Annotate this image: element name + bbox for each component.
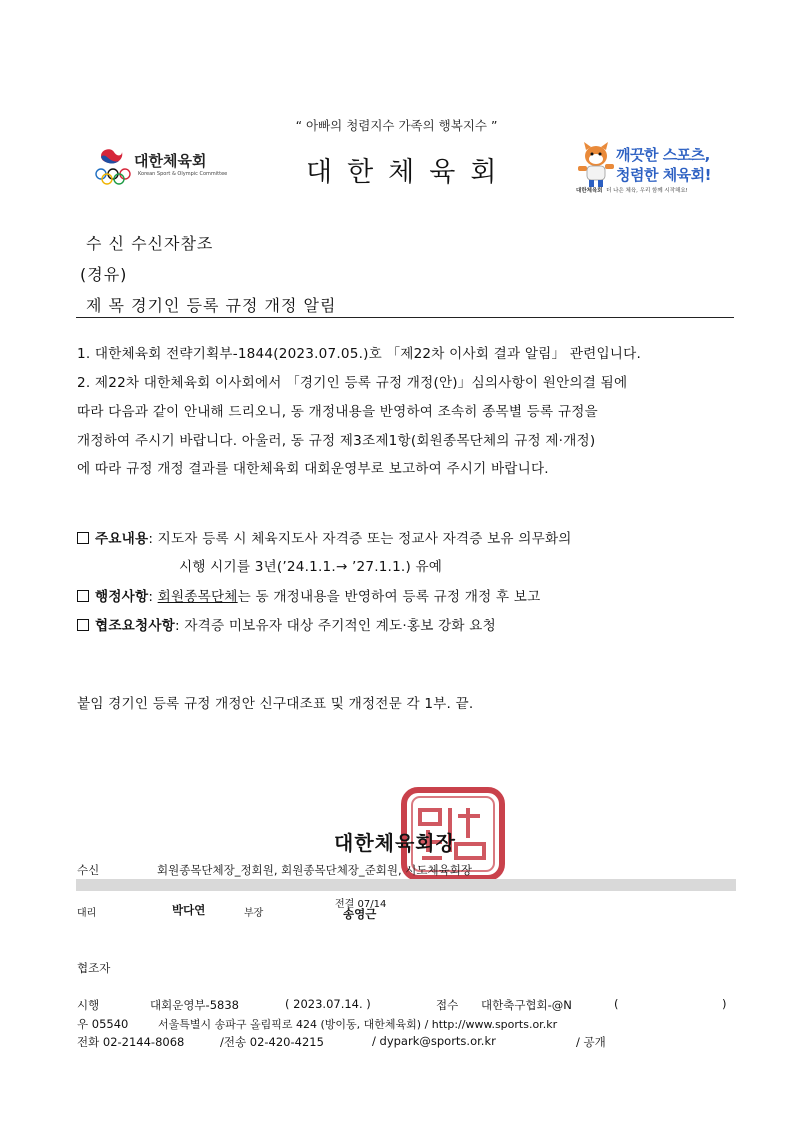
motto: “ 아빠의 청렴지수 가족의 행복지수 ” xyxy=(295,118,498,133)
footer-divider-bar xyxy=(76,879,736,891)
subject-value: 경기인 등록 규정 개정 알림 xyxy=(131,296,337,315)
approver-role: 부장 xyxy=(244,908,264,919)
drafter-name: 박다연 xyxy=(172,903,206,917)
item-cooperation: 협조요청사항: 자격증 미보유자 대상 주기적인 계도·홍보 강화 요청 xyxy=(77,614,496,634)
taegeuk-emblem-icon xyxy=(98,146,124,166)
campaign-tagline: 대한체육회 더 나은 체육, 우리 함께 시작해요! xyxy=(576,188,688,194)
attachment-line: 붙임 경기인 등록 규정 개정안 신구대조표 및 개정전문 각 1부. 끝. xyxy=(77,696,474,712)
email: / dypark@sports.or.kr xyxy=(372,1034,496,1048)
via-line: (경유) xyxy=(80,265,128,284)
subject-row xyxy=(86,293,336,316)
campaign-line2: 청렴한 체육회! xyxy=(616,166,712,184)
disclosure: / 공개 xyxy=(576,1035,606,1049)
paragraph-2-line-4: 에 따라 규정 개정 결과를 대한체육회 대회운영부로 보고하여 주시기 바랍니다. xyxy=(77,461,549,477)
signer-title: 대한체육회장 xyxy=(334,831,456,855)
paragraph-1: 1. 대한체육회 전략기획부-1844(2023.07.05.)호 「제22차 이사회 결과 알림」 관련입니다. xyxy=(77,346,641,362)
item-text: 지도자 등록 시 체육지도사 자격증 또는 정교사 자격증 보유 의무화의 xyxy=(157,531,572,547)
org-logo-english: Korean Sport & Olympic Committee xyxy=(138,171,228,177)
approver-name: 송영근 xyxy=(343,907,377,921)
fax: /전송 02-420-4215 xyxy=(220,1035,324,1049)
header-divider xyxy=(76,317,734,318)
receipt-label: 접수 xyxy=(436,998,459,1012)
mascot-icon xyxy=(576,142,616,188)
campaign-line1: 깨끗한 스포츠, xyxy=(616,146,710,164)
campaign-banner xyxy=(576,140,726,200)
item-admin: 행정사항: 회원종목단체는 동 개정내용을 반영하여 등록 규정 개정 후 보고 xyxy=(77,585,540,605)
enforce-label: 시행 xyxy=(77,998,100,1012)
recipients-label: 수신 xyxy=(77,863,100,877)
receipt-paren-open: ( xyxy=(614,997,619,1011)
enforce-date: ( 2023.07.14. ) xyxy=(285,997,371,1011)
enforce-number: 대회운영부-5838 xyxy=(150,998,239,1012)
item-label: 행정사항 xyxy=(95,589,149,605)
checkbox-square-icon xyxy=(77,532,89,544)
postal-code: 우 05540 xyxy=(77,1017,129,1031)
recipient-value: 수신자참조 xyxy=(131,234,214,253)
drafter-role: 대리 xyxy=(77,908,97,919)
phone: 전화 02-2144-8068 xyxy=(77,1035,185,1049)
paragraph-2-line-3: 개정하여 주시기 바랍니다. 아울러, 동 규정 제3조제1항(회원종목단체의 규정 제·개정) xyxy=(77,433,596,449)
paragraph-2-line-2: 따라 다음과 같이 안내해 드리오니, 동 개정내용을 반영하여 조속히 종목별 등록 규정을 xyxy=(77,404,598,420)
item-main-content: 주요내용: 지도자 등록 시 체육지도사 자격증 또는 정교사 자격증 보유 의무화의 xyxy=(77,527,572,547)
item-main-content-cont: 시행 시기를 3년(’24.1.1.→ ’27.1.1.) 유예 xyxy=(179,559,443,575)
checkbox-square-icon xyxy=(77,590,89,602)
subject-label: 제 목 xyxy=(86,296,125,315)
org-logo-name: 대한체육회 xyxy=(134,152,207,170)
recipients-value: 회원종목단체장_정회원, 회원종목단체장_준회원, 시도체육회장 xyxy=(157,863,472,877)
cooperator-label: 협조자 xyxy=(77,961,111,975)
item-text: 자격증 미보유자 대상 주기적인 계도·홍보 강화 요청 xyxy=(184,618,496,634)
item-underlined: 회원종목단체 xyxy=(157,589,238,605)
address: 서울특별시 송파구 올림픽로 424 (방이동, 대한체육회) / http://www.sports.or.kr xyxy=(158,1018,558,1031)
recipient-label: 수 신 xyxy=(86,234,125,253)
item-label: 협조요청사항 xyxy=(95,618,175,634)
olympic-rings-icon xyxy=(94,168,134,186)
document-title: 대한체육회 xyxy=(306,157,512,188)
receipt-paren-close: ) xyxy=(722,997,727,1011)
recipient-row xyxy=(86,231,213,254)
paragraph-2-line-1: 2. 제22차 대한체육회 이사회에서 「경기인 등록 규정 개정(안)」심의사항이 원안의결 됨에 xyxy=(77,375,628,391)
org-logo xyxy=(92,144,232,192)
item-text: 는 동 개정내용을 반영하여 등록 규정 개정 후 보고 xyxy=(237,589,541,605)
approval-note: 전결 07/14 xyxy=(335,899,387,910)
receipt-value: 대한축구협회-@N xyxy=(481,998,572,1012)
item-label: 주요내용 xyxy=(95,531,149,547)
checkbox-square-icon xyxy=(77,619,89,631)
